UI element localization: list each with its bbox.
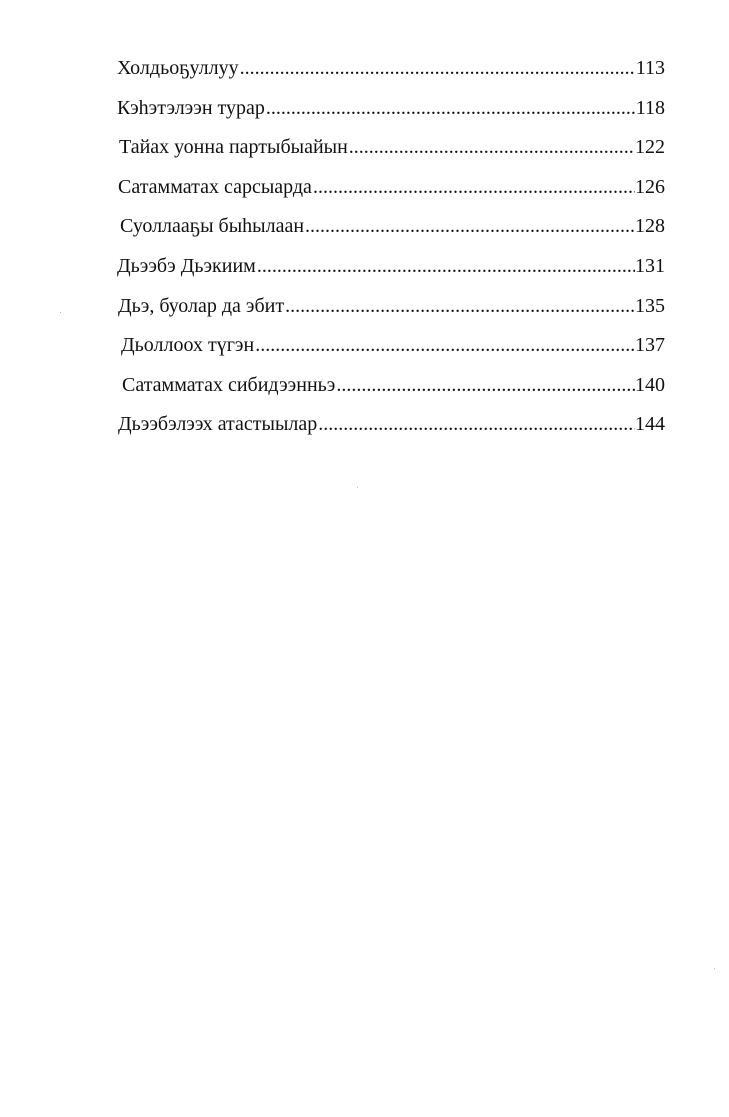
toc-dot-leader (240, 48, 636, 88)
toc-dot-leader (285, 286, 635, 326)
toc-dot-leader (255, 325, 635, 365)
toc-entry (0, 206, 729, 246)
toc-entry-title: Дьээбэ Дьэкиим (117, 254, 256, 277)
scan-speck (60, 312, 61, 313)
toc-dot-leader (336, 365, 635, 405)
toc-entry-title: Суоллааҕы быһылаан (120, 215, 305, 238)
toc-entry-title: Тайах уонна партыбыайын (119, 136, 348, 159)
toc-entry-page: 126 (635, 175, 665, 198)
toc-entry-title: Кэһэтэлээн турар (117, 96, 265, 119)
toc-entry-title: Дьэ, буолар да эбит (118, 294, 285, 317)
toc-dot-leader (318, 404, 635, 444)
toc-entry-title: Сатамматах сарсыарда (118, 175, 312, 198)
toc-dot-leader (313, 167, 635, 207)
toc-entry-page: 118 (635, 96, 665, 119)
scan-speck (714, 968, 715, 969)
toc-entry (0, 127, 729, 167)
toc-entry-title: Дьоллоох түгэн (121, 334, 255, 357)
toc-entry-title: Холдьоҕуллуу (117, 57, 239, 79)
toc-entry (0, 365, 729, 405)
scan-speck (357, 487, 358, 488)
toc-entry-page: 137 (635, 334, 665, 357)
toc-dot-leader (257, 246, 635, 286)
toc-dot-leader (305, 206, 635, 246)
toc-dot-leader (349, 127, 635, 167)
toc-entry (0, 167, 729, 207)
toc-entry (0, 88, 729, 128)
toc-entry-title: Дьээбэлээх атастыылар (118, 413, 318, 436)
toc-entry (0, 286, 729, 326)
toc-entry (0, 246, 729, 286)
toc-entry-page: 140 (635, 373, 665, 396)
toc-entry (0, 48, 729, 88)
toc-entry-page: 131 (635, 254, 665, 277)
toc-dot-leader (266, 88, 636, 128)
table-of-contents (0, 48, 729, 444)
toc-entry-page: 135 (635, 294, 665, 317)
toc-entry-page: 144 (635, 413, 665, 436)
toc-entry (0, 325, 729, 365)
toc-entry-page: 128 (635, 215, 665, 238)
toc-entry-page: 113 (635, 57, 665, 79)
toc-entry (0, 404, 729, 444)
toc-entry-page: 122 (635, 136, 665, 159)
toc-entry-title: Сатамматах сибидээнньэ (122, 373, 336, 396)
